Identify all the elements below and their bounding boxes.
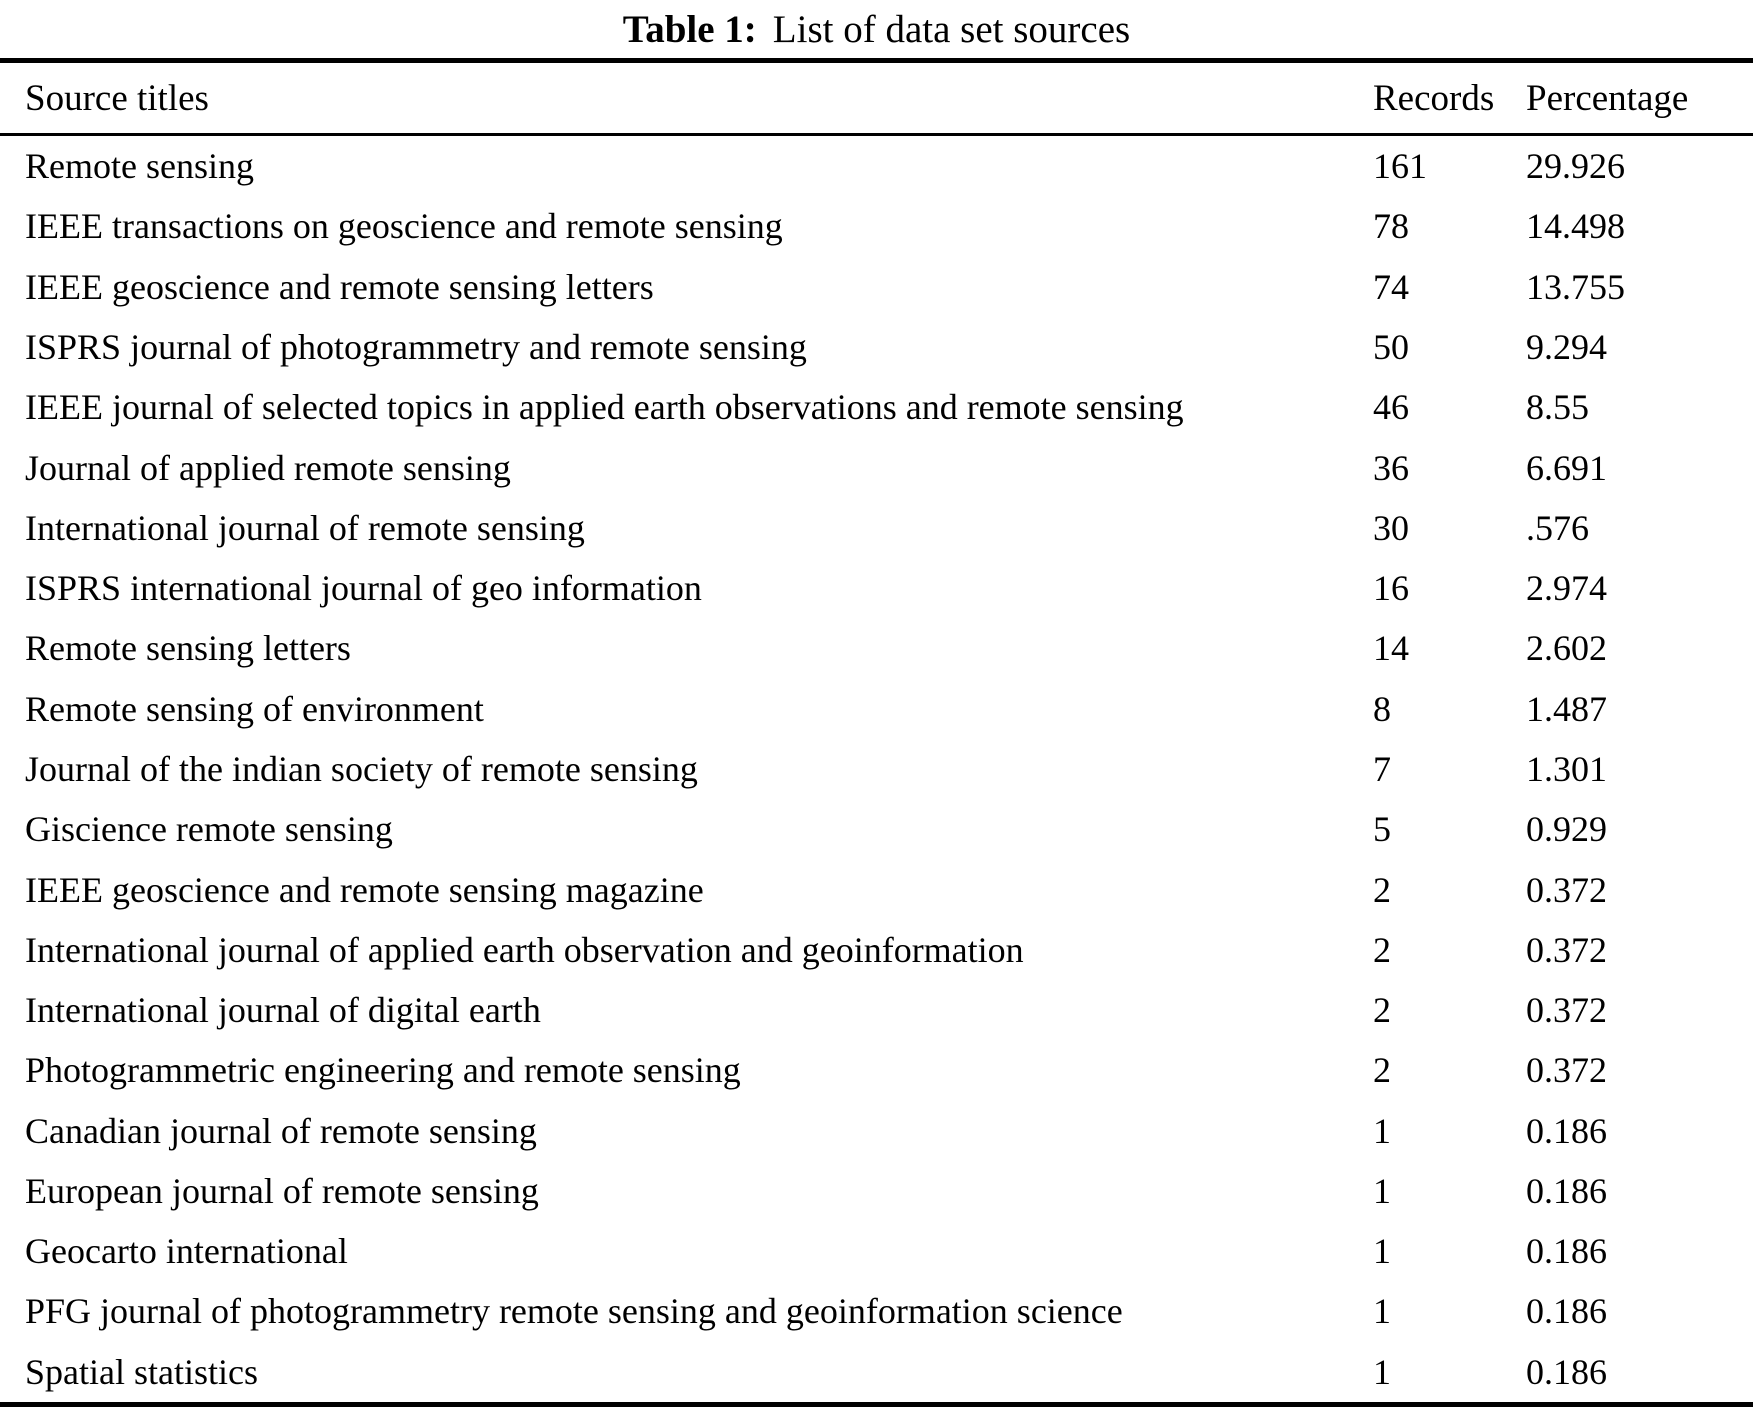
source-title-cell: PFG journal of photogrammetry remote sensing and geoinformation science	[25, 1291, 1123, 1332]
source-title-cell: Remote sensing of environment	[25, 688, 484, 729]
source-title-cell: Remote sensing	[25, 146, 254, 187]
table-row	[0, 739, 1753, 799]
source-title-cell: International journal of remote sensing	[25, 507, 585, 548]
percentage-cell: 0.372	[1526, 1050, 1607, 1091]
table-row	[0, 980, 1753, 1040]
source-title-cell: Remote sensing letters	[25, 628, 351, 669]
table-row	[0, 1101, 1753, 1161]
table-header-row	[0, 63, 1753, 136]
source-title-cell: Journal of the indian society of remote sensing	[25, 748, 698, 789]
records-cell: 1	[1373, 1231, 1391, 1272]
source-title-cell: IEEE geoscience and remote sensing letters	[25, 266, 654, 307]
source-title-cell: IEEE journal of selected topics in applied earth observations and remote sensing	[25, 387, 1184, 428]
source-title-cell: International journal of digital earth	[25, 990, 541, 1031]
table-row	[0, 920, 1753, 980]
source-title-cell: European journal of remote sensing	[25, 1170, 539, 1211]
table-row	[0, 799, 1753, 859]
source-title-cell: Spatial statistics	[25, 1351, 258, 1392]
records-cell: 7	[1373, 748, 1391, 789]
records-cell: 36	[1373, 447, 1409, 488]
table-row	[0, 618, 1753, 678]
source-title-cell: ISPRS international journal of geo information	[25, 568, 702, 609]
table-row	[0, 1221, 1753, 1281]
source-title-cell: Journal of applied remote sensing	[25, 447, 511, 488]
percentage-cell: 14.498	[1526, 206, 1625, 247]
sources-table	[0, 58, 1753, 1407]
records-cell: 1	[1373, 1170, 1391, 1211]
records-cell: 78	[1373, 206, 1409, 247]
percentage-cell: 0.372	[1526, 869, 1607, 910]
percentage-cell: 1.487	[1526, 688, 1607, 729]
percentage-cell: 0.186	[1526, 1291, 1607, 1332]
table-row	[0, 1281, 1753, 1341]
percentage-cell: 2.602	[1526, 628, 1607, 669]
percentage-cell: 9.294	[1526, 326, 1607, 367]
table-caption-label: Table 1:	[622, 7, 757, 51]
percentage-cell: 2.974	[1526, 568, 1607, 609]
table-row	[0, 859, 1753, 919]
source-title-cell: Photogrammetric engineering and remote sensing	[25, 1050, 741, 1091]
records-cell: 2	[1373, 929, 1391, 970]
records-cell: 46	[1373, 387, 1409, 428]
table-row	[0, 257, 1753, 317]
percentage-cell: 0.186	[1526, 1351, 1607, 1392]
records-cell: 30	[1373, 507, 1409, 548]
source-title-cell: Geocarto international	[25, 1231, 348, 1272]
percentage-cell: 8.55	[1526, 387, 1589, 428]
records-cell: 161	[1373, 146, 1427, 187]
records-cell: 1	[1373, 1351, 1391, 1392]
table-row	[0, 679, 1753, 739]
records-cell: 1	[1373, 1291, 1391, 1332]
percentage-cell: 29.926	[1526, 146, 1625, 187]
percentage-cell: 0.186	[1526, 1110, 1607, 1151]
source-title-cell: Giscience remote sensing	[25, 809, 393, 850]
percentage-cell: 0.186	[1526, 1170, 1607, 1211]
table-row	[0, 498, 1753, 558]
percentage-cell: 0.186	[1526, 1231, 1607, 1272]
records-cell: 2	[1373, 1050, 1391, 1091]
records-cell: 16	[1373, 568, 1409, 609]
source-title-cell: IEEE transactions on geoscience and remote sensing	[25, 206, 783, 247]
source-title-cell: Canadian journal of remote sensing	[25, 1110, 537, 1151]
records-cell: 2	[1373, 990, 1391, 1031]
table-row	[0, 1342, 1753, 1402]
percentage-cell: 13.755	[1526, 266, 1625, 307]
records-cell: 74	[1373, 266, 1409, 307]
records-cell: 2	[1373, 869, 1391, 910]
table-row	[0, 437, 1753, 497]
table-row	[0, 558, 1753, 618]
table-row	[0, 317, 1753, 377]
table-row	[0, 1040, 1753, 1100]
source-title-cell: ISPRS journal of photogrammetry and remote sensing	[25, 326, 807, 367]
table-body	[0, 136, 1753, 1407]
percentage-cell: 6.691	[1526, 447, 1607, 488]
records-cell: 14	[1373, 628, 1409, 669]
table-row	[0, 377, 1753, 437]
source-title-cell: IEEE geoscience and remote sensing magazine	[25, 869, 704, 910]
column-header-source-titles: Source titles	[25, 77, 209, 119]
percentage-cell: 0.929	[1526, 809, 1607, 850]
table-row	[0, 1161, 1753, 1221]
records-cell: 50	[1373, 326, 1409, 367]
table-row	[0, 136, 1753, 196]
table-caption	[0, 0, 1753, 58]
column-header-percentage: Percentage	[1526, 77, 1689, 119]
percentage-cell: .576	[1526, 507, 1589, 548]
source-title-cell: International journal of applied earth observation and geoinformation	[25, 929, 1024, 970]
percentage-cell: 0.372	[1526, 929, 1607, 970]
table-row	[0, 196, 1753, 256]
column-header-records: Records	[1373, 77, 1495, 119]
table-caption-text: List of data set sources	[772, 7, 1131, 51]
percentage-cell: 0.372	[1526, 990, 1607, 1031]
records-cell: 8	[1373, 688, 1391, 729]
records-cell: 5	[1373, 809, 1391, 850]
records-cell: 1	[1373, 1110, 1391, 1151]
percentage-cell: 1.301	[1526, 748, 1607, 789]
